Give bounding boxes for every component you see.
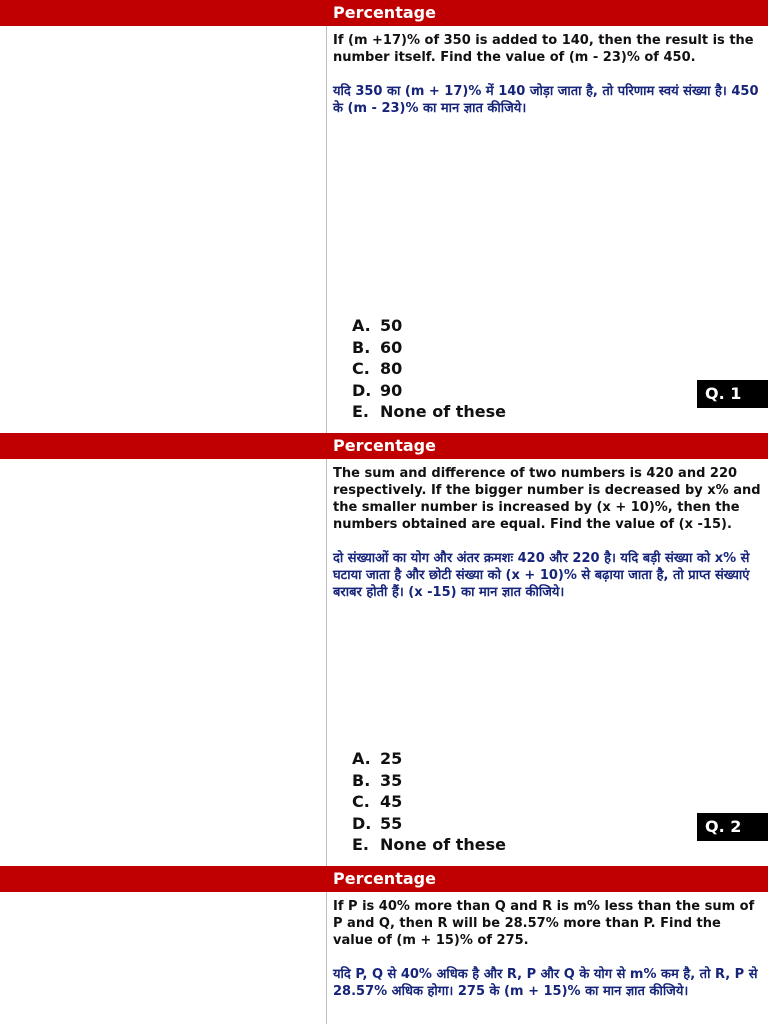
column-divider: [326, 26, 327, 434]
question-block-1: [0, 0, 768, 434]
option-e[interactable]: [352, 401, 506, 423]
answer-options: [352, 748, 506, 856]
option-letter: B.: [352, 337, 371, 357]
question-text-hindi: दो संख्याओं का योग और अंतर क्रमशः 420 और 220 है। यदि बड़ी संख्या को x% से घटाया जाता है और छोटी संख्या को (x + 10)% से बढ़ाया जाता है, तो प्राप्त संख्याएं बराबर होती हैं। (x -15) का मान ज्ञात कीजिये।: [333, 551, 750, 600]
option-text: 50: [380, 316, 403, 336]
column-divider: [326, 459, 327, 867]
option-text: 90: [380, 380, 403, 400]
option-a[interactable]: [352, 748, 506, 770]
option-b[interactable]: [352, 770, 506, 792]
column-divider: [326, 892, 327, 1024]
option-letter: D.: [352, 380, 372, 400]
option-letter: B.: [352, 770, 371, 790]
question-text-english: If P is 40% more than Q and R is m% less than the sum of P and Q, then R will be 28.57% more than P. Find the value of (m + 15)% of 275.: [333, 899, 755, 948]
option-text: None of these: [380, 835, 506, 855]
question-text-english: If (m +17)% of 350 is added to 140, then the result is the number itself. Find the value of (m - 23)% of 450.: [333, 33, 754, 65]
option-e[interactable]: [352, 834, 506, 856]
option-text: None of these: [380, 402, 506, 422]
option-text: 55: [380, 813, 403, 833]
option-c[interactable]: [352, 791, 506, 813]
option-letter: A.: [352, 749, 371, 769]
option-letter: A.: [352, 316, 371, 336]
option-d[interactable]: [352, 380, 506, 402]
option-b[interactable]: [352, 337, 506, 359]
option-a[interactable]: [352, 315, 506, 337]
option-letter: C.: [352, 359, 370, 379]
question-text-english: The sum and difference of two numbers is 420 and 220 respectively. If the bigger number is decreased by x% and the smaller number is increased by (x + 10)%, then the numbers obtained are equal. Find the value of (x -15).: [333, 466, 761, 532]
question-text-hindi: यदि 350 का (m + 17)% में 140 जोड़ा जाता है, तो परिणाम स्वयं संख्या है। 450 के (m - 23)% का मान ज्ञात कीजिये।: [333, 84, 759, 116]
option-d[interactable]: [352, 813, 506, 835]
option-letter: C.: [352, 792, 370, 812]
question-block-2: [0, 433, 768, 867]
option-letter: E.: [352, 835, 370, 855]
option-text: 45: [380, 792, 403, 812]
question-block-3: [0, 866, 768, 1024]
section-title: Percentage: [333, 869, 436, 888]
section-header: [0, 433, 768, 459]
question-number-badge: Q. 2: [697, 813, 768, 841]
option-letter: E.: [352, 402, 370, 422]
section-header: [0, 0, 768, 26]
option-text: 35: [380, 770, 403, 790]
option-letter: D.: [352, 813, 372, 833]
answer-options: [352, 315, 506, 423]
section-header: [0, 866, 768, 892]
section-title: Percentage: [333, 3, 436, 22]
option-c[interactable]: [352, 358, 506, 380]
option-text: 60: [380, 337, 403, 357]
question-text-hindi: यदि P, Q से 40% अधिक है और R, P और Q के योग से m% कम है, तो R, P से 28.57% अधिक होगा। 275 के (m + 15)% का मान ज्ञात कीजिये।: [333, 967, 758, 999]
option-text: 25: [380, 749, 403, 769]
section-title: Percentage: [333, 436, 436, 455]
question-number-badge: Q. 1: [697, 380, 768, 408]
option-text: 80: [380, 359, 403, 379]
